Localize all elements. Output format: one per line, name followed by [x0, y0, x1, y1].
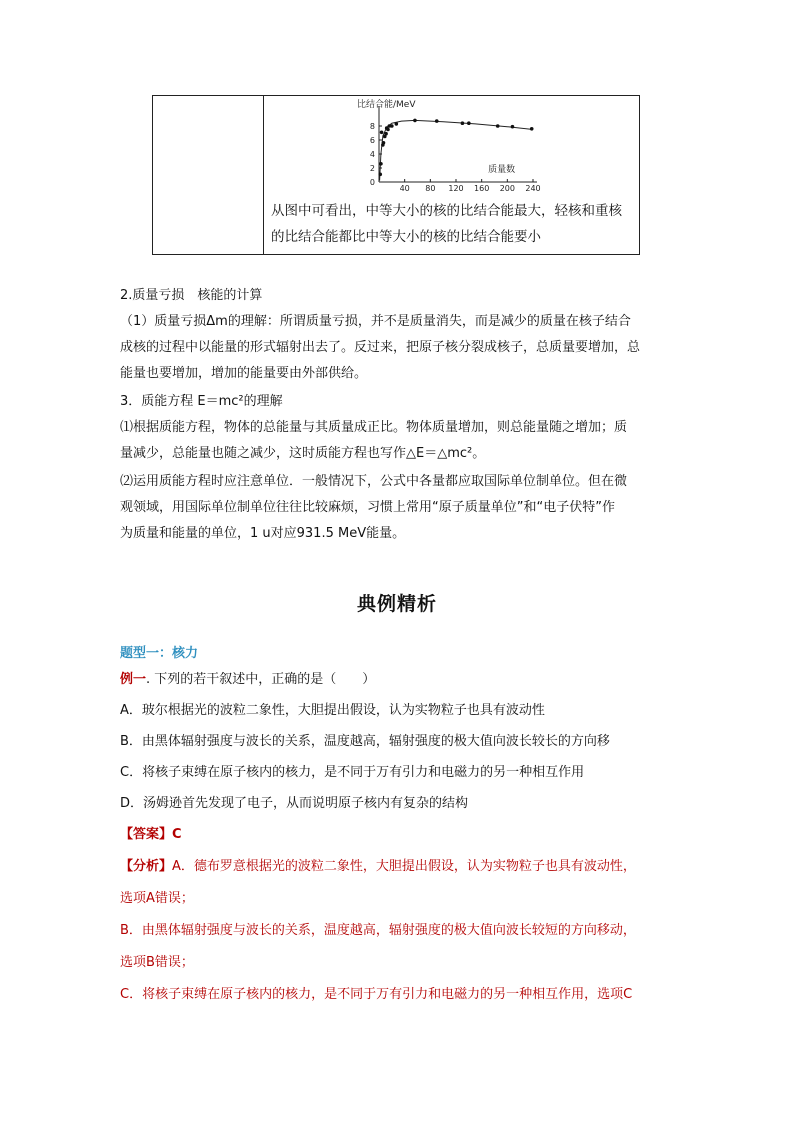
chart-caption-line-1: 从图中可看出，中等大小的核的比结合能最大，轻核和重核	[271, 203, 622, 219]
y-tick-label: 0	[369, 178, 375, 187]
answer-label: 【答案】	[120, 827, 173, 842]
data-point	[390, 124, 394, 128]
y-tick-label: 4	[369, 150, 375, 159]
section-2-para-line: 成核的过程中以能量的形式辐射出去了。反过来，把原子核分裂成核子，总质量要增加，总	[120, 340, 641, 355]
analysis-b-line-2: 选项B错误；	[120, 955, 194, 970]
data-point	[382, 141, 386, 145]
analysis-c-line-1: C．将核子束缚在原子核内的核力，是不同于万有引力和电磁力的另一种相互作用，选项C	[120, 987, 633, 1002]
question-stem	[120, 667, 680, 692]
data-point	[378, 173, 382, 177]
data-point	[467, 121, 471, 125]
option-b: B．由黑体辐射强度与波长的关系，温度越高，辐射强度的极大值向波长较长的方向移	[120, 734, 610, 749]
y-tick-label: 8	[369, 122, 375, 131]
x-axis-label: 质量数	[488, 165, 516, 175]
section-3-para-line: 量减少，总能量也随之减少，这时质能方程也写作△E＝△mc²。	[120, 446, 486, 461]
section-3-para-line: 为质量和能量的单位，1 u对应931.5 MeV能量。	[120, 526, 406, 541]
x-tick-label: 40	[399, 184, 410, 193]
x-tick-label: 80	[425, 184, 436, 193]
analysis-line	[120, 854, 680, 879]
answer-value: C	[172, 827, 182, 842]
data-point	[461, 121, 465, 125]
section-3-title: 3．质能方程 E＝mc²的理解	[120, 394, 283, 409]
y-axis-label: 比结合能/MeV	[357, 100, 416, 110]
data-point	[496, 124, 500, 128]
data-point	[435, 119, 439, 123]
question-type-title: 题型一：核力	[120, 646, 199, 661]
x-tick-label: 200	[499, 184, 515, 193]
section-3-para-line: 观领域，用国际单位制单位往往比较麻烦，习惯上常用“原子质量单位”和“电子伏特”作	[120, 500, 615, 515]
analysis-a-line-2: 选项A错误；	[120, 891, 194, 906]
data-point	[395, 122, 399, 126]
chart-caption-line-2: 的比结合能都比中等大小的核的比结合能要小	[271, 229, 541, 245]
question-text: . 下列的若干叙述中，正确的是（ ）	[146, 672, 376, 687]
analysis-label: 【分析】	[120, 859, 173, 874]
table-cell-container	[152, 95, 640, 255]
section-3-para-line: ⑴根据质能方程，物体的总能量与其质量成正比。物体质量增加，则总能量随之增加；质	[120, 420, 628, 435]
binding-energy-chart	[353, 98, 543, 194]
data-point	[530, 127, 534, 131]
question-prefix: 例一	[120, 672, 147, 687]
section-2-title: 2.质量亏损 核能的计算	[120, 288, 263, 303]
y-tick-label: 2	[369, 164, 375, 173]
data-point	[413, 119, 417, 123]
x-tick-label: 160	[474, 184, 490, 193]
x-tick-label: 240	[525, 184, 541, 193]
section-2-para-line: （1）质量亏损Δm的理解：所谓质量亏损，并不是质量消失，而是减少的质量在核子结合	[120, 314, 631, 329]
section-2-para-line: 能量也要增加，增加的能量要由外部供给。	[120, 366, 368, 381]
x-tick-label: 120	[448, 184, 464, 193]
data-point	[380, 131, 384, 135]
analysis-a-line-1: A．德布罗意根据光的波粒二象性，大胆提出假设，认为实物粒子也具有波动性，	[172, 859, 636, 874]
option-a: A．玻尔根据光的波粒二象性，大胆提出假设，认为实物粒子也具有波动性	[120, 703, 545, 718]
table-divider	[263, 96, 264, 254]
y-tick-label: 6	[369, 136, 375, 145]
section-3-para-line: ⑵运用质能方程时应注意单位．一般情况下，公式中各量都应取国际单位制单位。但在微	[120, 474, 628, 489]
option-c: C．将核子束缚在原子核内的核力，是不同于万有引力和电磁力的另一种相互作用	[120, 765, 585, 780]
option-d: D．汤姆逊首先发现了电子，从而说明原子核内有复杂的结构	[120, 796, 469, 811]
answer-line	[120, 822, 680, 847]
data-point	[386, 128, 390, 132]
section-heading: 典例精析	[356, 593, 437, 615]
data-point	[384, 132, 388, 136]
data-point	[511, 125, 515, 129]
data-point	[379, 162, 383, 166]
analysis-b-line-1: B．由黑体辐射强度与波长的关系，温度越高，辐射强度的极大值向波长较短的方向移动，	[120, 923, 636, 938]
